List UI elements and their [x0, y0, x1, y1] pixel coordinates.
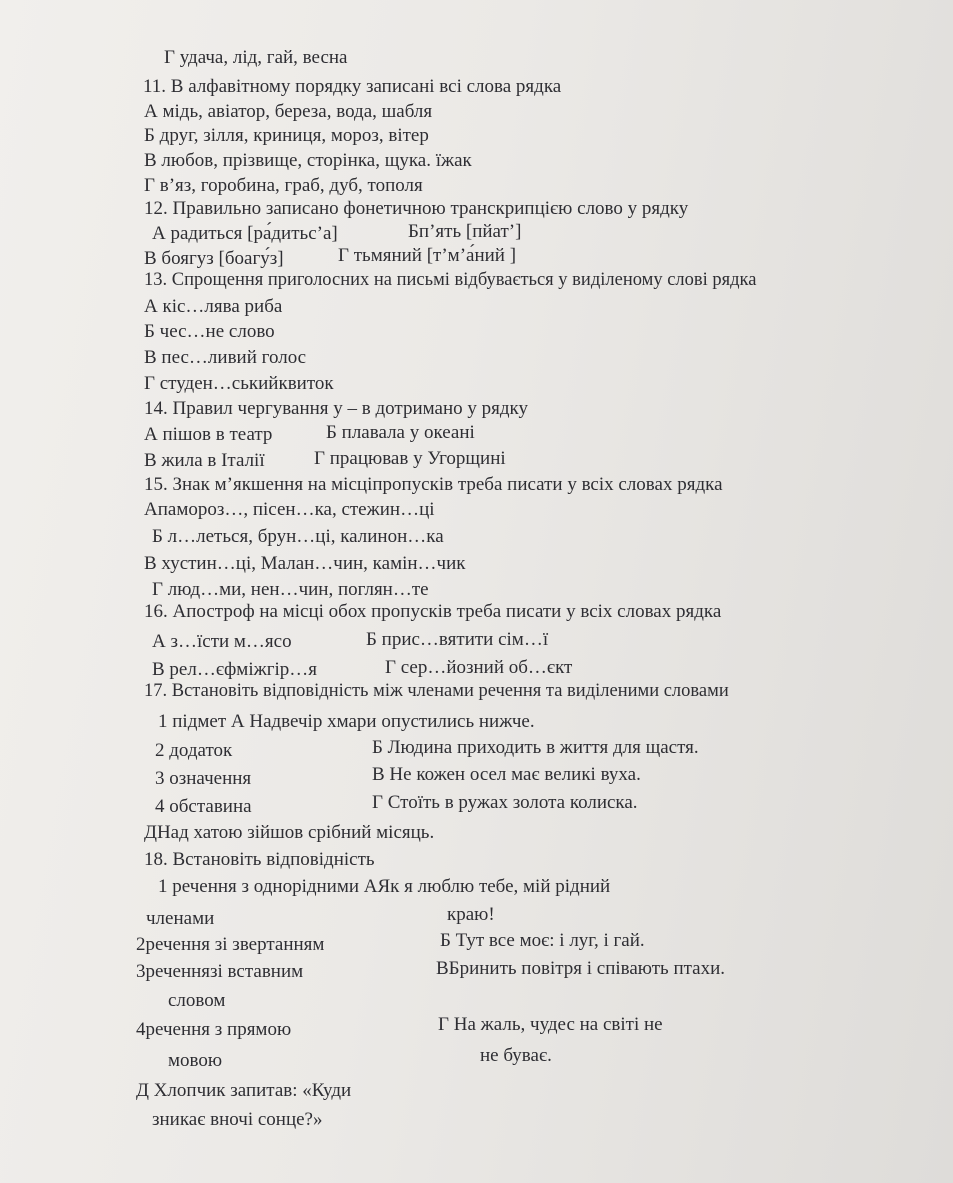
option-line: Д Хлопчик запитав: «Куди [136, 1080, 352, 1101]
option-line: словом [168, 990, 226, 1011]
question-14: 14. Правил чергування у – в дотримано у рядку [144, 398, 528, 419]
option-line: Г в’яз, горобина, граб, дуб, тополя [144, 175, 423, 196]
option-line: А кіс…лява риба [144, 296, 283, 317]
question-12: 12. Правильно записано фонетичною транскрипцією слово у рядку [144, 198, 689, 219]
option-line: В боягуз [боагу́з] [144, 248, 284, 269]
option-line: 4речення з прямою [136, 1019, 292, 1040]
option-line: 3реченнязі вставним [136, 961, 304, 982]
option-line: Б чес…не слово [144, 321, 275, 342]
option-line: Г Стоїть в ружах золота колиска. [372, 792, 638, 813]
option-line: А мідь, авіатор, береза, вода, шабля [144, 101, 433, 122]
option-line: В Не кожен осел має великі вуха. [372, 764, 641, 785]
option-line: А радиться [ра́дитьс’а] [152, 223, 338, 244]
option-line: Б Тут все моє: і луг, і гай. [440, 930, 645, 951]
option-line: членами [146, 908, 215, 929]
option-line: 1 речення з однорідними АЯк я люблю тебе, мій рідний [158, 876, 611, 897]
option-line: Г працював у Угорщині [314, 448, 506, 469]
option-line: мовою [168, 1050, 223, 1071]
option-line: Бп’ять [пйат’] [408, 221, 522, 242]
option-line: Г сер…йозний об…єкт [385, 657, 573, 678]
question-18: 18. Встановіть відповідність [144, 849, 375, 870]
option-line: Г удача, лід, гай, весна [164, 47, 348, 68]
question-15: 15. Знак м’якшення на місціпропусків треба писати у всіх словах рядка [144, 474, 723, 495]
question-17: 17. Встановіть відповідність між членами речення та виділеними словами [144, 681, 729, 701]
option-line: А пішов в театр [144, 424, 273, 445]
option-line: Б прис…вятити сім…ї [366, 629, 549, 650]
option-line: Б плавала у океані [326, 422, 475, 443]
option-line: 4 обставина [155, 796, 252, 817]
question-16: 16. Апостроф на місці обох пропусків треба писати у всіх словах рядка [144, 601, 722, 622]
option-line: Г тьмяний [т’м’а́ний ] [338, 245, 517, 266]
option-line: Б Людина приходить в життя для щастя. [372, 737, 699, 758]
option-line: Г студен…ськийквиток [144, 373, 334, 394]
option-line: 3 означення [155, 768, 252, 789]
option-line: Г На жаль, чудес на світі не [438, 1014, 663, 1035]
question-13: 13. Спрощення приголосних на письмі відбувається у виділеному слові рядка [144, 270, 757, 290]
option-line: В рел…єфміжгір…я [152, 659, 318, 680]
option-line: ВБринить повітря і співають птахи. [436, 958, 726, 979]
option-line: 2речення зі звертанням [136, 934, 325, 955]
option-line: ДНад хатою зійшов срібний місяць. [144, 822, 435, 843]
option-line: А з…їсти м…ясо [152, 631, 292, 652]
option-line: В жила в Італії [144, 450, 265, 471]
option-line: В пес…ливий голос [144, 347, 307, 368]
option-line: Апамороз…, пісен…ка, стежин…ці [144, 499, 435, 520]
option-line: 2 додаток [155, 740, 233, 761]
option-line: В любов, прізвище, сторінка, щука. їжак [144, 150, 472, 171]
option-line: Б л…леться, брун…ці, калинон…ка [152, 526, 444, 547]
question-11: 11. В алфавітному порядку записані всі слова рядка [143, 76, 562, 97]
option-line: Г люд…ми, нен…чин, поглян…те [152, 579, 429, 600]
option-line: В хустин…ці, Малан…чин, камін…чик [144, 553, 466, 574]
option-line: краю! [447, 904, 495, 925]
option-line: не буває. [480, 1045, 552, 1066]
option-line: 1 підмет А Надвечір хмари опустились нижче. [158, 711, 535, 732]
option-line: Б друг, зілля, криниця, мороз, вітер [144, 125, 429, 146]
option-line: зникає вночі сонце?» [152, 1109, 323, 1130]
